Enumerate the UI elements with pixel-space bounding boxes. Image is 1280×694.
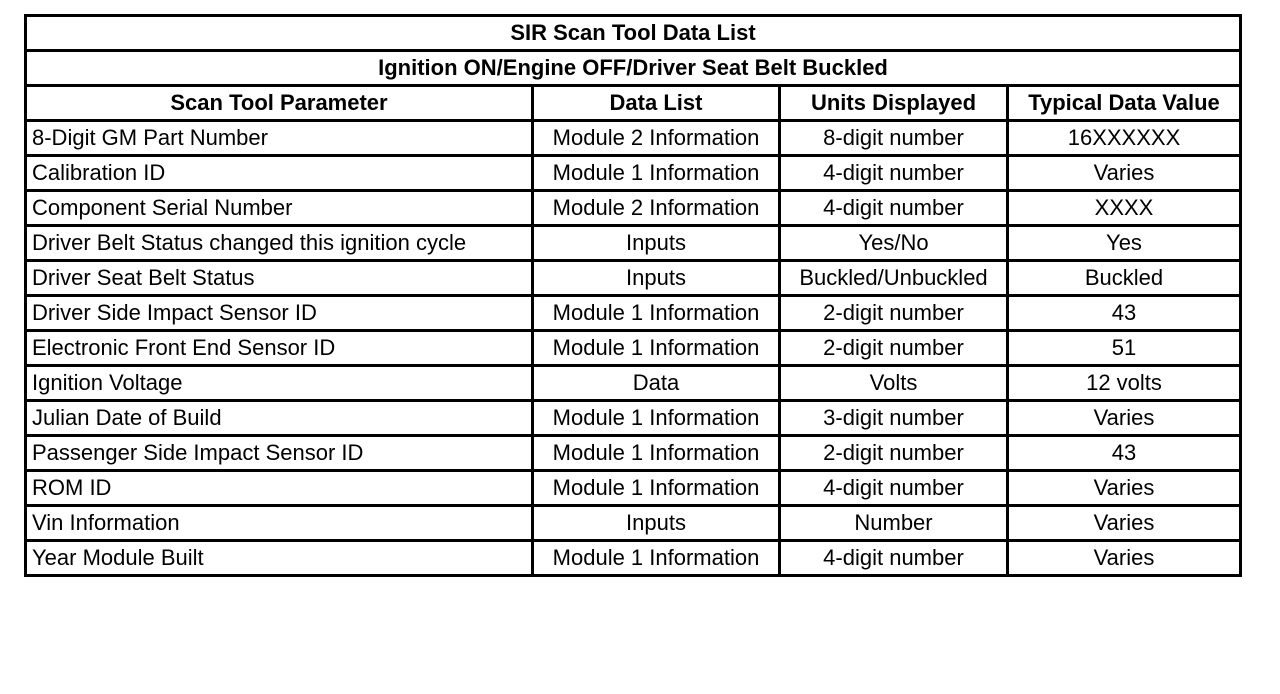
parameter-cell: Ignition Voltage (26, 366, 533, 401)
data-list-cell: Module 1 Information (533, 471, 780, 506)
parameter-cell: Driver Belt Status changed this ignition cycle (26, 226, 533, 261)
data-list-cell: Module 1 Information (533, 401, 780, 436)
typical-value-cell: Varies (1008, 401, 1241, 436)
data-list-cell: Module 1 Information (533, 331, 780, 366)
table-row (26, 401, 1241, 436)
typical-value-cell: 16XXXXXX (1008, 121, 1241, 156)
parameter-cell: Year Module Built (26, 541, 533, 576)
typical-value-cell: Varies (1008, 156, 1241, 191)
typical-value-cell: XXXX (1008, 191, 1241, 226)
typical-value-cell: Buckled (1008, 261, 1241, 296)
typical-value-cell: 51 (1008, 331, 1241, 366)
parameter-cell: Electronic Front End Sensor ID (26, 331, 533, 366)
units-cell: 8-digit number (780, 121, 1008, 156)
units-cell: 4-digit number (780, 471, 1008, 506)
column-header-data-list: Data List (533, 86, 780, 121)
column-header-parameter: Scan Tool Parameter (26, 86, 533, 121)
parameter-cell: ROM ID (26, 471, 533, 506)
table-row (26, 156, 1241, 191)
typical-value-cell: 12 volts (1008, 366, 1241, 401)
data-list-cell: Module 2 Information (533, 121, 780, 156)
table-row (26, 506, 1241, 541)
table-row (26, 331, 1241, 366)
table-subtitle: Ignition ON/Engine OFF/Driver Seat Belt Buckled (26, 51, 1241, 86)
data-list-cell: Inputs (533, 261, 780, 296)
data-list-cell: Module 2 Information (533, 191, 780, 226)
parameter-cell: Calibration ID (26, 156, 533, 191)
table-row (26, 436, 1241, 471)
typical-value-cell: Varies (1008, 506, 1241, 541)
parameter-cell: 8-Digit GM Part Number (26, 121, 533, 156)
parameter-cell: Driver Side Impact Sensor ID (26, 296, 533, 331)
typical-value-cell: 43 (1008, 436, 1241, 471)
typical-value-cell: Yes (1008, 226, 1241, 261)
column-header-row (26, 86, 1241, 121)
units-cell: 2-digit number (780, 436, 1008, 471)
data-list-cell: Inputs (533, 226, 780, 261)
table-row (26, 296, 1241, 331)
units-cell: Yes/No (780, 226, 1008, 261)
units-cell: 3-digit number (780, 401, 1008, 436)
table-title-row (26, 16, 1241, 51)
table-row (26, 471, 1241, 506)
table-title: SIR Scan Tool Data List (26, 16, 1241, 51)
parameter-cell: Vin Information (26, 506, 533, 541)
sir-scan-tool-data-table (24, 14, 1242, 577)
parameter-cell: Julian Date of Build (26, 401, 533, 436)
table-subtitle-row (26, 51, 1241, 86)
parameter-cell: Driver Seat Belt Status (26, 261, 533, 296)
units-cell: 4-digit number (780, 191, 1008, 226)
typical-value-cell: Varies (1008, 471, 1241, 506)
data-list-cell: Module 1 Information (533, 156, 780, 191)
table-row (26, 121, 1241, 156)
units-cell: 4-digit number (780, 156, 1008, 191)
data-list-cell: Module 1 Information (533, 436, 780, 471)
table-row (26, 541, 1241, 576)
data-list-cell: Module 1 Information (533, 296, 780, 331)
typical-value-cell: 43 (1008, 296, 1241, 331)
data-list-cell: Inputs (533, 506, 780, 541)
table-row (26, 261, 1241, 296)
table-row (26, 226, 1241, 261)
units-cell: 2-digit number (780, 331, 1008, 366)
column-header-typical-value: Typical Data Value (1008, 86, 1241, 121)
units-cell: Number (780, 506, 1008, 541)
units-cell: 4-digit number (780, 541, 1008, 576)
data-list-cell: Data (533, 366, 780, 401)
units-cell: 2-digit number (780, 296, 1008, 331)
data-list-cell: Module 1 Information (533, 541, 780, 576)
typical-value-cell: Varies (1008, 541, 1241, 576)
parameter-cell: Passenger Side Impact Sensor ID (26, 436, 533, 471)
units-cell: Buckled/Unbuckled (780, 261, 1008, 296)
column-header-units: Units Displayed (780, 86, 1008, 121)
units-cell: Volts (780, 366, 1008, 401)
table-row (26, 366, 1241, 401)
table-row (26, 191, 1241, 226)
parameter-cell: Component Serial Number (26, 191, 533, 226)
